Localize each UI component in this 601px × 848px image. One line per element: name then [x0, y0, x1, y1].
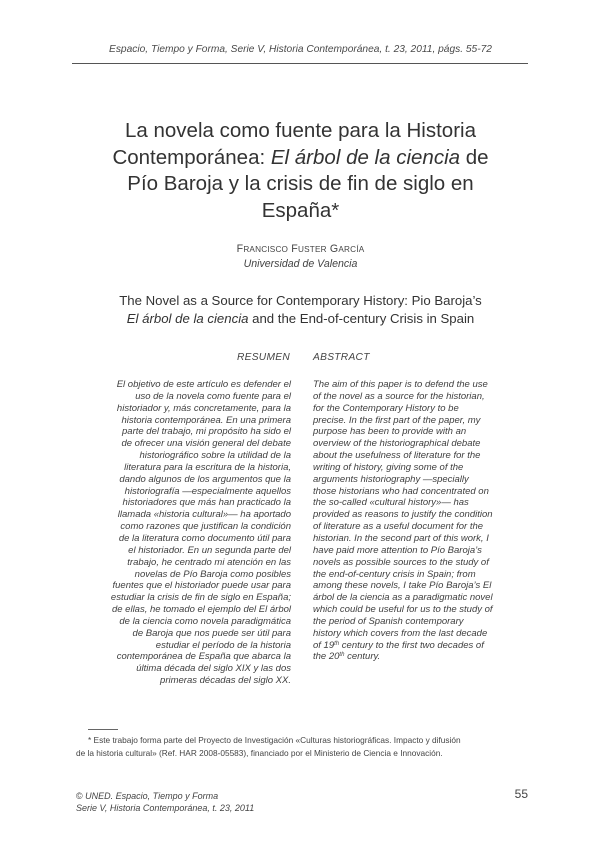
resumen-line: novelas de Pío Baroja como posibles — [134, 568, 291, 580]
title-line-3: Pío Baroja y la crisis de fin de siglo en — [127, 172, 474, 195]
footer-line-1: UNED. Espacio, Tiempo y Forma — [82, 791, 219, 801]
abstract-line: the end-of-century crisis in Spain; from — [313, 568, 476, 580]
resumen-line: de la literatura como documento útil para — [118, 532, 291, 544]
resumen-line: uso de la novela como fuente para el — [135, 390, 291, 402]
resumen-line: primeras décadas del siglo XX. — [160, 675, 291, 687]
resumen-line: de la ciencia como novela paradigmática — [119, 615, 291, 627]
abstract-line: purpose has been to provide with an — [313, 426, 467, 438]
resumen-line: historiografía —especialmente aquellos — [124, 485, 291, 497]
abstract-line: novels as possible sources to the study of — [313, 556, 489, 568]
resumen-line: historiográfico sobre la utilidad de la — [139, 450, 291, 462]
footer-copyright — [76, 790, 254, 814]
resumen-line: historiadores que más han practicado la — [122, 497, 291, 509]
abstract-line: for the Contemporary History to be — [313, 402, 459, 414]
superscript-th: th — [339, 652, 345, 659]
footnote-line-1: * Este trabajo forma parte del Proyecto de Investigación «Culturas historiográficas. Impacto y difusión — [88, 735, 461, 745]
title-italic-work: El árbol de la ciencia — [270, 145, 461, 169]
resumen-line: llamada «historia cultural»— ha aportado — [117, 509, 291, 521]
resumen-line: dando algunos de los argumentos que la — [119, 473, 291, 485]
author-first-initial: F — [236, 243, 244, 255]
author-first-rest: RANCISCO — [243, 245, 289, 254]
abstract-lines — [313, 379, 528, 640]
abstract-line: arguments historiography —specially — [313, 473, 469, 485]
copyright-symbol: © — [76, 791, 83, 801]
resumen-line: contemporánea de España que abarca la — [116, 651, 291, 663]
footnote-line-2: de la historia cultural» (Ref. HAR 2008-05583), financiado por el Ministerio de Ciencia e Innovación. — [76, 748, 443, 758]
abstract-line-24-a: the 20 — [313, 651, 340, 663]
abstract-line: about the usefulness of literature for the — [313, 450, 481, 462]
abstract-line-24-b: century. — [344, 651, 381, 663]
abstract-line-24 — [313, 651, 528, 663]
author-affiliation: Universidad de Valencia — [243, 258, 358, 270]
resumen-line: de Baroja que nos puede ser útil para — [132, 627, 291, 639]
abstract-line: among these novels, I take Pío Baroja’s El — [313, 580, 492, 592]
english-title-italic-work: El árbol de la ciencia — [126, 311, 249, 326]
abstract-line: provided as reasons to justify the condition — [313, 509, 493, 521]
resumen-line: historia contemporánea. En una primera — [121, 414, 291, 426]
resumen-line: estudiar la crisis de fin de siglo en España; — [110, 592, 291, 604]
resumen-line: el historiador. En un segunda parte del — [128, 544, 291, 556]
article-title — [60, 118, 541, 224]
author-name — [0, 243, 601, 255]
abstract-line: precise. In the first part of the paper, my — [313, 414, 481, 426]
abstract-line-23-a: of 19 — [313, 639, 335, 651]
english-title-line-1: The Novel as a Source for Contemporary History: Pio Baroja’s — [119, 293, 482, 308]
resumen-line: como razones que justifican la condición — [120, 521, 291, 533]
resumen-line: de ellas, he tomado el ejemplo del El árbol — [111, 604, 291, 616]
abstract-line: of literature as a useful document for the — [313, 521, 484, 533]
title-line-1: La novela como fuente para la Historia — [125, 119, 476, 142]
title-line-4: España* — [261, 198, 340, 222]
page-number: 55 — [514, 787, 528, 801]
resumen-line: de ofrecer una visión general del debate — [121, 438, 291, 450]
resumen-line: literatura para la escritura de la historia, — [124, 461, 291, 473]
resumen-line: trabajo, he centrado mi atención en las — [127, 556, 291, 568]
superscript-th: th — [334, 640, 340, 647]
abstract-line: the so-called «cultural history»— has — [313, 497, 469, 509]
footnote — [76, 734, 532, 760]
abstract-line-23 — [313, 640, 528, 652]
resumen-line: estudiar el período de la historia — [155, 639, 291, 651]
title-line-2-prefix: Contemporánea: — [112, 145, 271, 169]
abstract-line: the period of Spanish contemporary — [313, 615, 464, 627]
resumen-line: fuentes que el historiador puede usar para — [112, 580, 291, 592]
author-middle-initial: F — [291, 243, 298, 255]
running-head: Espacio, Tiempo y Forma, Serie V, Historia Contemporánea, t. 23, 2011, págs. 55-72 — [109, 44, 492, 55]
resumen-text — [76, 379, 291, 687]
abstract-line: writing of history, giving some of the — [313, 461, 464, 473]
abstract-line: historian. In the second part of this work, I — [313, 532, 489, 544]
resumen-line: historiador y, más concretamente, para la — [116, 402, 291, 414]
footnote-rule — [88, 729, 118, 730]
resumen-line: parte del trabajo, mi propósito ha sido el — [122, 426, 291, 438]
resumen-line: El objetivo de este artículo es defender el — [116, 379, 291, 390]
header-rule — [72, 63, 528, 64]
author-last-initial: G — [329, 243, 339, 255]
english-title-line-2-suffix: and the End-of-century Crisis in Spain — [248, 311, 475, 326]
footer-line-2: Serie V, Historia Contemporánea, t. 23, 2011 — [76, 803, 255, 813]
abstract-line: those historians who had concentrated on — [313, 485, 489, 497]
abstract-text — [313, 379, 528, 663]
abstract-heading: ABSTRACT — [313, 352, 370, 363]
abstract-line-23-b: century to the first two decades of — [339, 639, 484, 651]
title-line-2-suffix: de — [460, 145, 489, 169]
abstract-line: The aim of this paper is to defend the use — [313, 379, 488, 390]
resumen-heading: RESUMEN — [236, 352, 290, 363]
author-middle-rest: USTER — [297, 245, 327, 254]
abstract-line: of the novel as a source for the historian, — [313, 390, 485, 402]
abstract-line: árbol de la ciencia as a paradigmatic novel — [313, 592, 493, 604]
abstract-line: overview of the historiographical debate — [313, 438, 481, 450]
abstract-line: history which covers from the last decade — [313, 627, 488, 639]
english-title — [60, 292, 541, 328]
abstract-line: have paid more attention to Pío Baroja’s — [313, 544, 482, 556]
author-last-rest: ARCÍA — [338, 245, 365, 254]
resumen-line: última década del siglo XIX y las dos — [136, 663, 291, 675]
abstract-line: which could be useful for us to the study of — [313, 604, 493, 616]
